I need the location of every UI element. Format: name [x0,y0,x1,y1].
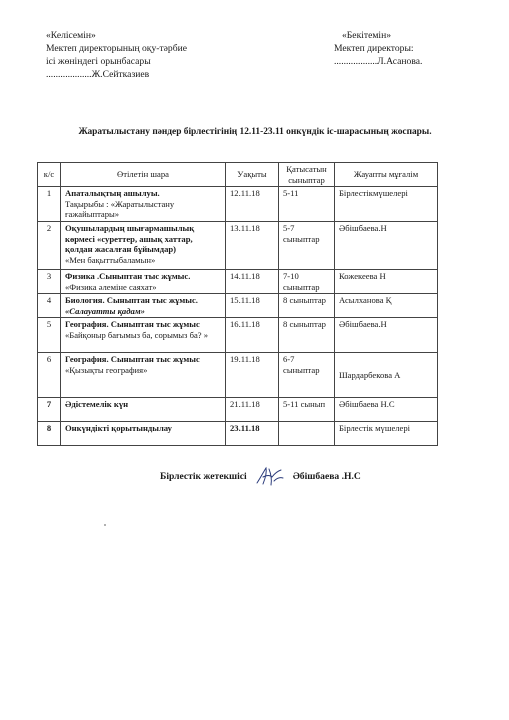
table-row [38,269,438,293]
row-event [61,294,226,318]
row-classes: 5-11 [279,187,335,222]
row-number: 6 [38,353,61,398]
row-event-topic: «Физика әлеміне саяхат» [65,281,157,292]
table-row [38,294,438,318]
approval-left-line3: ...................Ж.Сейтказиев [46,69,150,80]
row-event-topic: «Салауатты қадам» [65,305,145,316]
approval-right-line2: ..................Л.Асанова. [334,56,423,67]
approval-left [46,29,276,81]
approval-left-heading: «Келісемін» [46,30,96,41]
row-number: 7 [38,398,61,422]
row-classes: 6-7 сыныптар [279,353,335,398]
row-date: 12.11.18 [226,187,279,222]
row-event [61,269,226,293]
row-event [61,187,226,222]
event-plan-table [37,162,438,446]
row-date: 13.11.18 [226,221,279,269]
row-teacher: Әбішбаева Н.С [335,398,438,422]
row-number: 3 [38,269,61,293]
row-event-title: Апаталықтың ашылуы. [65,188,160,199]
approval-right [334,29,504,68]
row-event-title: Оқушылардың шығармашылық көрмесі «суреттер, ашық хаттар, қолдан жасалған бұйымдар) [65,222,195,255]
row-event [61,221,226,269]
row-event-title: География. Сыныптан тыс жұмыс [65,319,200,330]
row-event [61,353,226,398]
row-date: 16.11.18 [226,318,279,353]
row-teacher: Шардарбекова А [335,353,438,398]
signature-label: Бірлестік жетекшісі [160,470,247,482]
row-date: 23.11.18 [226,422,279,446]
row-number: 8 [38,422,61,446]
row-number: 5 [38,318,61,353]
row-event-title: Физика .Сыныптан тыс жұмыс. [65,270,191,281]
row-date: 15.11.18 [226,294,279,318]
row-teacher: Кожекеева Н [335,269,438,293]
table-row [38,221,438,269]
row-classes: 8 сыныптар [279,294,335,318]
row-number: 1 [38,187,61,222]
header-classes: Қатысатын сыныптар [279,163,335,187]
approval-right-heading: «Бекітемін» [342,30,392,41]
header-date: Уақыты [226,163,279,187]
row-teacher: Бірлестік мүшелері [335,422,438,446]
row-event-title: Әдістемелік күн [61,398,226,422]
row-teacher: Әбішбаева.Н [335,318,438,353]
row-teacher: Асылханова Қ [335,294,438,318]
table-row [38,318,438,353]
approval-left-line1: Мектеп директорының оқу-тәрбие [46,43,187,54]
table-row [38,422,438,446]
scan-speck [104,524,106,526]
row-event-topic: «Байқоныр бағымыз ба, сорымыз ба? » [65,329,209,340]
signature-block [160,465,361,487]
row-classes: 8 сыныптар [279,318,335,353]
row-teacher: Әбішбаева.Н [335,221,438,269]
row-event-title: Биология. Сыныптан тыс жұмыс. [65,295,198,306]
signature-name: Әбішбаева .Н.С [292,470,361,482]
row-date: 19.11.18 [226,353,279,398]
table-row [38,353,438,398]
header-teacher: Жауапты мұғалім [335,163,438,187]
row-number: 2 [38,221,61,269]
header-event: Өтілетін шара [61,163,226,187]
row-event-title: География. Сыныптан тыс жұмыс [65,354,200,365]
row-event [61,318,226,353]
table-row [38,398,438,422]
row-classes: 7-10 сыныптар [279,269,335,293]
row-date: 14.11.18 [226,269,279,293]
row-date: 21.11.18 [226,398,279,422]
document-title: Жаратылыстану пәндер бірлестігінің 12.11-23.11 онкүндік іс-шарасының жоспары. [78,127,432,137]
approval-right-line1: Мектеп директоры: [334,43,414,54]
table-row [38,187,438,222]
handwritten-signature-icon [255,465,285,487]
row-event-topic: Тақырыбы : «Жаратылыстану ғажайыптары» [65,198,175,220]
row-event-title: Онкүндікті қорытындылау [61,422,226,446]
approval-left-line2: ісі жөніндегі орынбасары [46,56,151,67]
header-number: к/с [38,163,61,187]
table-header-row [38,163,438,187]
row-classes: 5-11 сынып [279,398,335,422]
row-event-topic: «Қызықты география» [65,364,148,375]
row-classes: 5-7 сыныптар [279,221,335,269]
row-event-topic: «Мен бақыттыбаламын» [65,254,156,265]
row-teacher: Бірлестікмүшелері [335,187,438,222]
row-classes [279,422,335,446]
row-number: 4 [38,294,61,318]
